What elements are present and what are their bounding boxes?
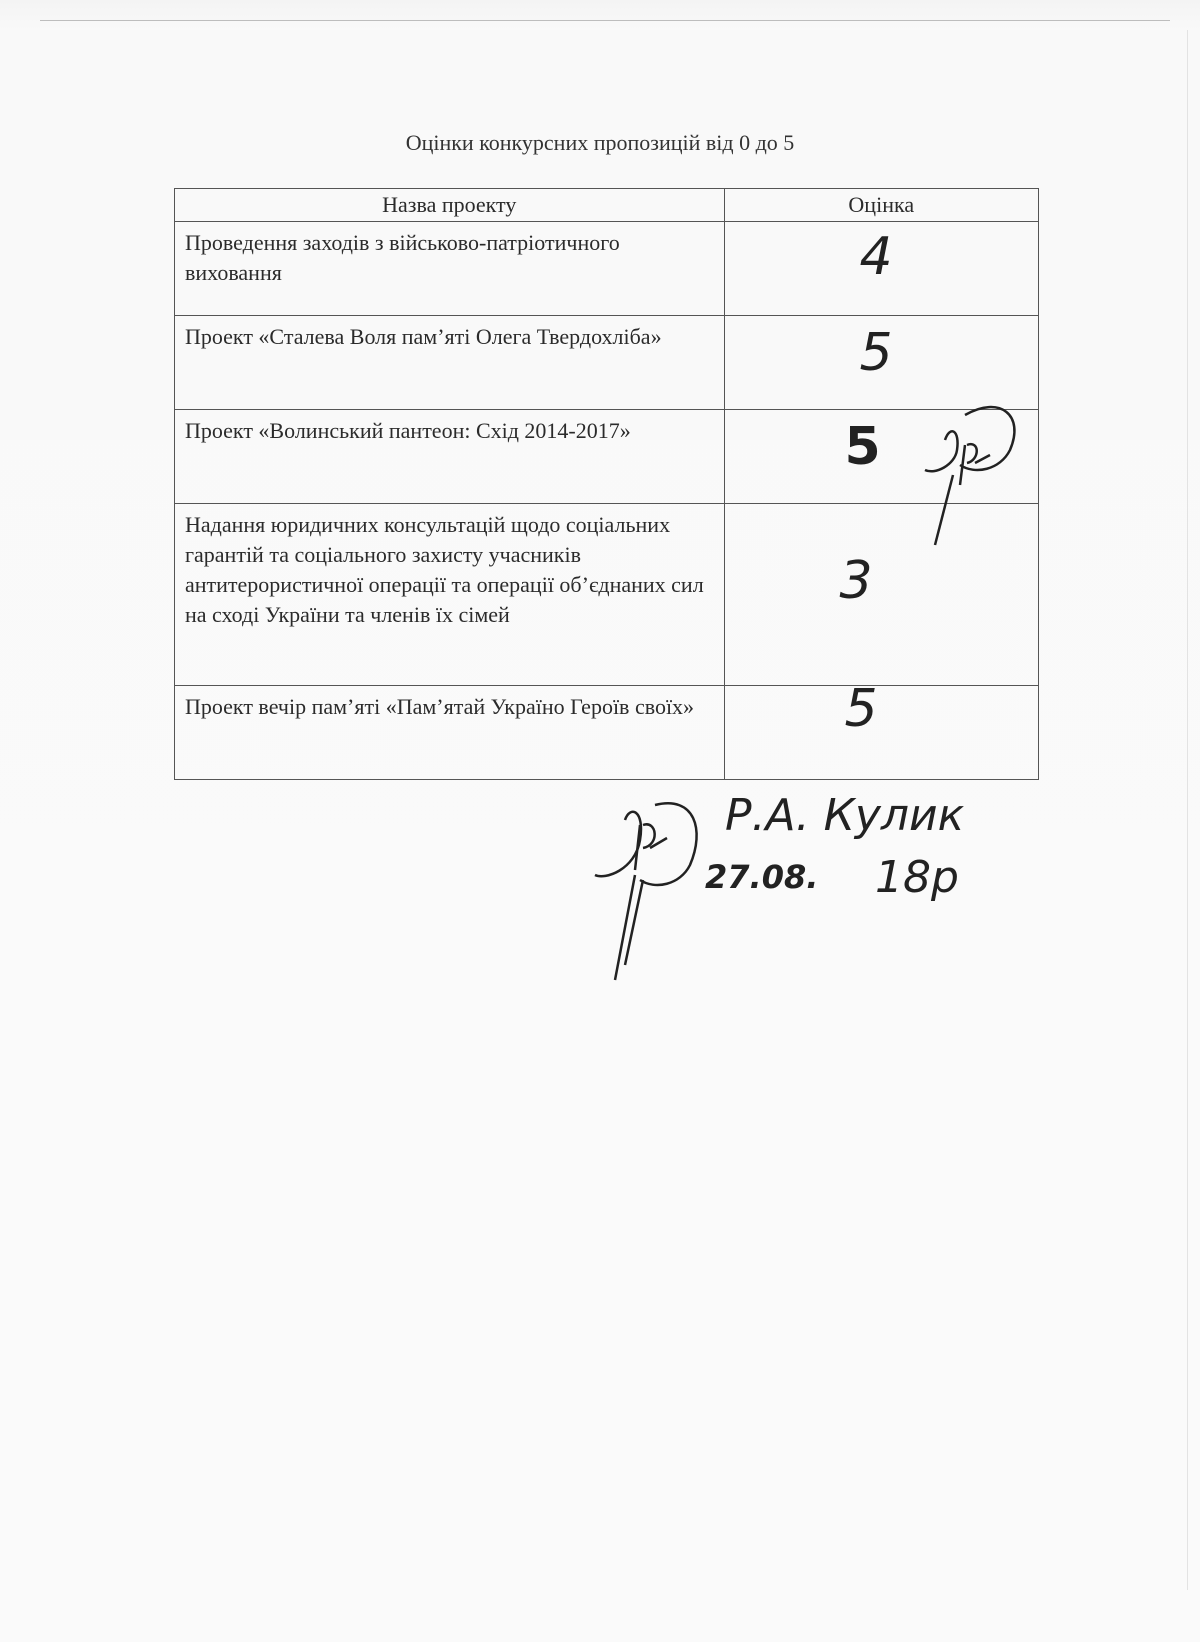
signature-date: 27.08. <box>705 858 819 896</box>
signature-year: 18р <box>875 852 959 903</box>
project-name-cell: Проект вечір пам’яті «Пам’ятай Україно Героїв своїх» <box>175 686 725 780</box>
score-cell <box>724 222 1038 316</box>
handwritten-score: 3 <box>839 551 873 611</box>
signature-name: Р.А. Кулик <box>725 790 965 841</box>
project-name-cell: Проект «Волинський пантеон: Схід 2014-2017» <box>175 410 725 504</box>
handwritten-score: 5 <box>844 679 878 739</box>
project-name-cell: Проект «Сталева Воля пам’яті Олега Твердохліба» <box>175 316 725 410</box>
handwritten-signature-icon <box>585 790 715 990</box>
page-right-edge <box>1187 30 1188 1590</box>
page-top-edge <box>40 20 1170 21</box>
table-row <box>175 686 1039 780</box>
document-title: Оцінки конкурсних пропозицій від 0 до 5 <box>405 130 795 155</box>
table-row <box>175 410 1039 504</box>
handwritten-score: 5 <box>859 323 893 383</box>
header-project-name: Назва проекту <box>175 189 725 222</box>
table-row <box>175 504 1039 686</box>
handwritten-score: 4 <box>859 227 893 287</box>
scores-table <box>174 188 1039 780</box>
project-name-cell: Надання юридичних консультацій щодо соціальних гарантій та соціального захисту учасників антитерористичної операції та операції об’єднаних сил на сході України та членів їх сімей <box>175 504 725 686</box>
handwritten-score: 5 <box>844 417 881 477</box>
score-cell <box>724 504 1038 686</box>
table-row <box>175 222 1039 316</box>
header-score: Оцінка <box>724 189 1038 222</box>
score-cell <box>724 410 1038 504</box>
score-cell <box>724 679 1038 780</box>
project-name-cell: Проведення заходів з військово-патріотичного виховання <box>175 222 725 316</box>
table-header-row <box>175 189 1039 222</box>
signature-block <box>585 780 1045 1000</box>
